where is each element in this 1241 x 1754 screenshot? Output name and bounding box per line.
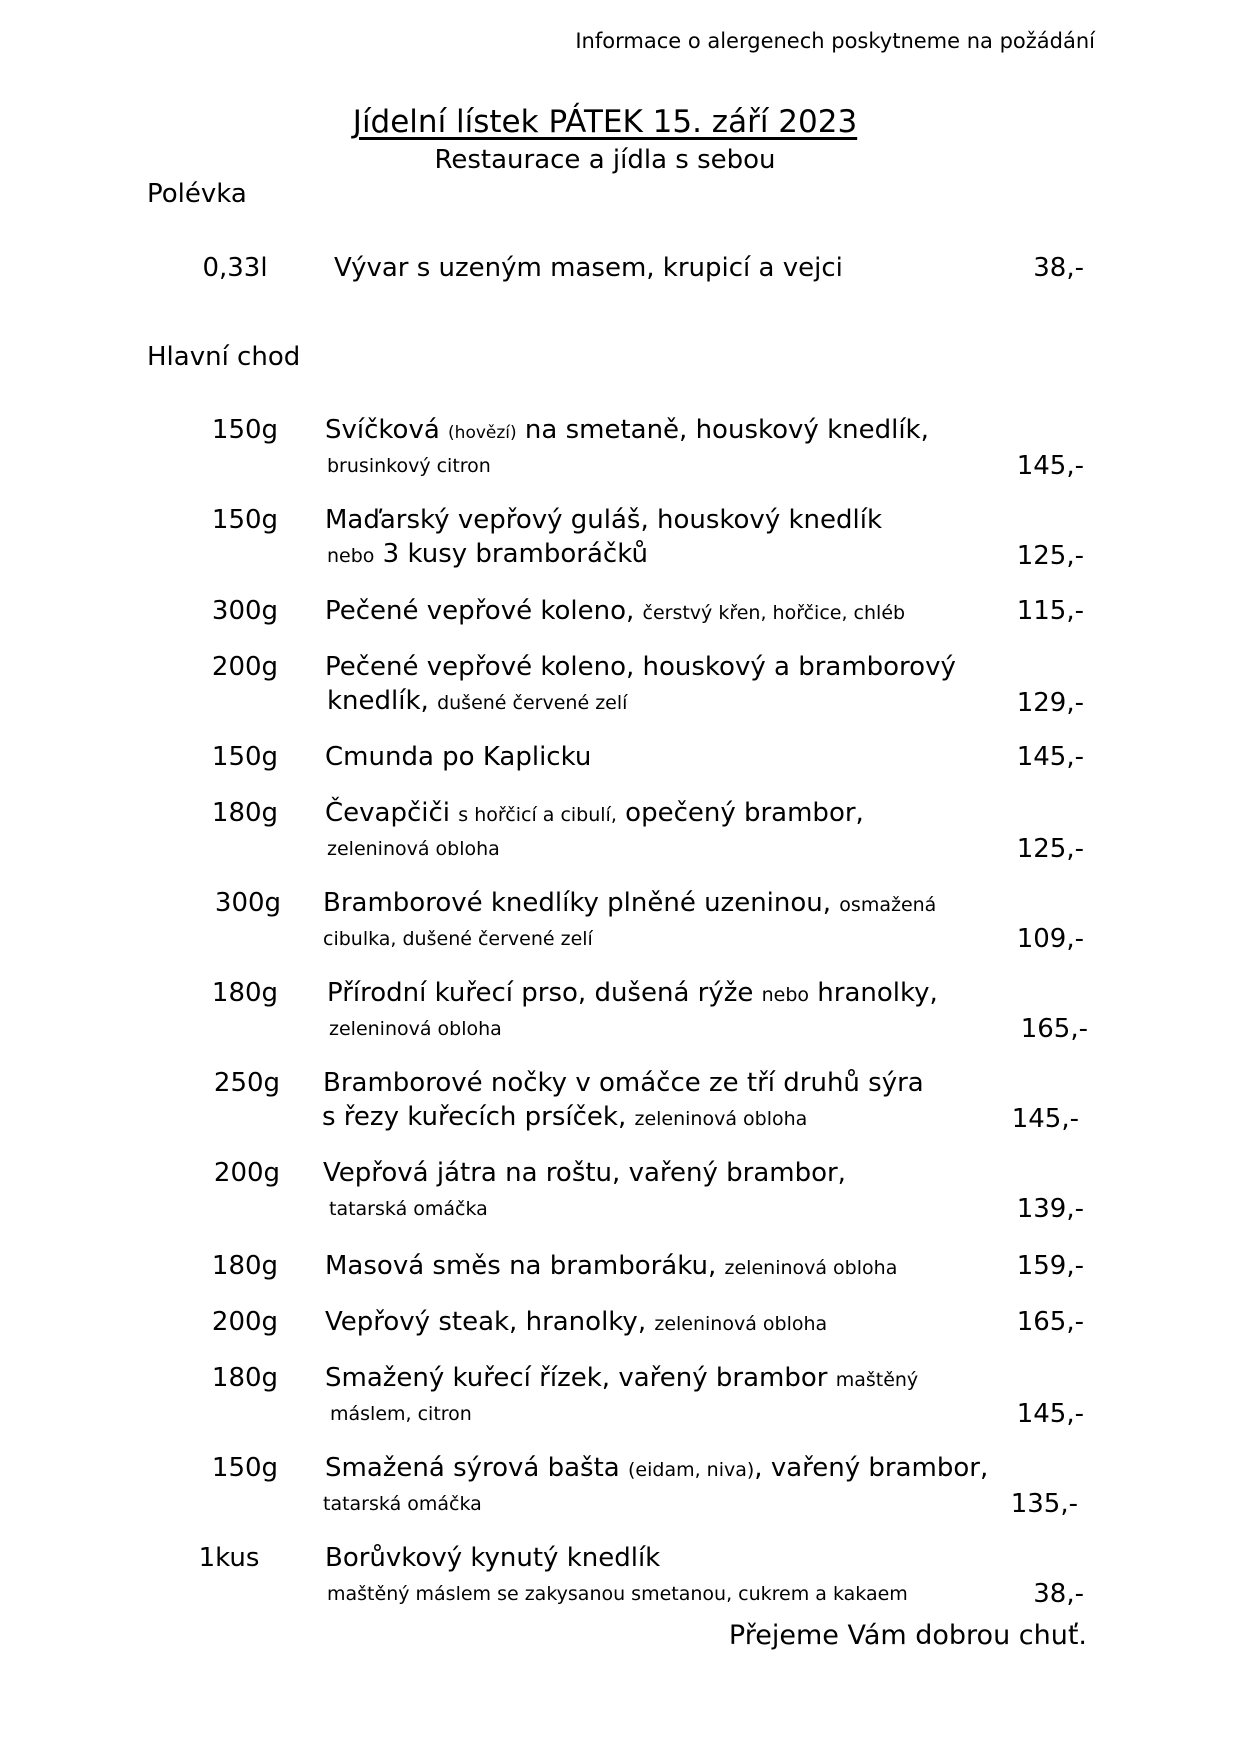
item-qty: 150g — [211, 1453, 279, 1483]
item-qty: 180g — [211, 1363, 279, 1393]
item-qty: 180g — [211, 978, 279, 1008]
item-name — [325, 415, 929, 445]
item-qty: 1kus — [198, 1543, 260, 1573]
item-qty: 300g — [214, 888, 282, 918]
item-description: tatarská omáčka — [323, 1493, 482, 1515]
item-name — [325, 798, 864, 828]
item-description — [322, 1102, 807, 1132]
name-part: knedlík, — [327, 686, 438, 716]
name-part: Svíčková — [325, 415, 449, 445]
item-description: cibulka, dušené červené zelí — [323, 928, 593, 950]
item-description — [327, 686, 627, 716]
name-part: 3 kusy bramboráčků — [374, 539, 648, 569]
item-name — [325, 1363, 918, 1393]
item-name: Vývar s uzeným masem, krupicí a vejci — [334, 253, 843, 283]
name-note: zeleninová obloha — [724, 1257, 898, 1279]
item-description — [327, 539, 648, 569]
item-description: zeleninová obloha — [329, 1018, 502, 1040]
name-part: hranolky, — [809, 978, 938, 1008]
item-name: Bramborové nočky v omáčce ze tří druhů sýra — [323, 1068, 924, 1098]
item-qty: 150g — [211, 742, 279, 772]
name-note: maštěný — [835, 1369, 919, 1391]
soup-heading: Polévka — [147, 179, 247, 209]
name-note: čerstvý křen, hořčice, chléb — [642, 602, 906, 624]
allergen-note: Informace o alergenech poskytneme na požádání — [575, 29, 1095, 53]
item-name — [325, 596, 905, 626]
item-price: 159,- — [1016, 1251, 1084, 1281]
item-name: Maďarský vepřový guláš, houskový knedlík — [325, 505, 883, 535]
item-price: 139,- — [1016, 1194, 1084, 1224]
closing-wish: Přejeme Vám dobrou chuť. — [728, 1620, 1087, 1651]
item-name — [325, 1453, 988, 1483]
name-part: Smažená sýrová bašta — [325, 1453, 628, 1483]
item-name — [325, 1307, 827, 1337]
item-qty: 0,33l — [202, 253, 268, 283]
item-price: 38,- — [1033, 253, 1084, 283]
menu-title: Jídelní lístek PÁTEK 15. září 2023 — [352, 104, 858, 140]
item-qty: 200g — [211, 652, 279, 682]
name-part: Smažený kuřecí řízek, vařený brambor — [325, 1363, 836, 1393]
item-description: brusinkový citron — [327, 455, 491, 477]
name-part: Bramborové knedlíky plněné uzeninou, — [323, 888, 840, 918]
item-qty: 150g — [211, 415, 279, 445]
item-description: maštěný máslem se zakysanou smetanou, cukrem a kakaem — [327, 1583, 908, 1605]
name-note: s hořčicí a cibulí, — [458, 804, 617, 826]
name-part: na smetaně, houskový knedlík, — [516, 415, 929, 445]
item-price: 165,- — [1016, 1307, 1084, 1337]
name-part: opečený brambor, — [616, 798, 864, 828]
item-price: 125,- — [1016, 541, 1084, 571]
name-note: zeleninová obloha — [654, 1313, 828, 1335]
item-name: Vepřová játra na roštu, vařený brambor, — [323, 1158, 846, 1188]
item-name: Pečené vepřové koleno, houskový a bramborový — [325, 652, 956, 682]
item-qty: 200g — [211, 1307, 279, 1337]
item-qty: 150g — [211, 505, 279, 535]
item-description: máslem, citron — [330, 1403, 472, 1425]
name-part: Pečené vepřové koleno, — [325, 596, 643, 626]
name-part: s řezy kuřecích prsíček, — [322, 1102, 635, 1132]
item-price: 145,- — [1016, 451, 1084, 481]
item-price: 115,- — [1016, 596, 1084, 626]
item-qty: 180g — [211, 1251, 279, 1281]
item-price: 165,- — [1020, 1014, 1088, 1044]
name-part: , vařený brambor, — [754, 1453, 989, 1483]
item-name: Cmunda po Kaplicku — [325, 742, 592, 772]
item-price: 135,- — [1010, 1489, 1078, 1519]
name-part: Přírodní kuřecí prso, dušená rýže — [327, 978, 762, 1008]
name-note: dušené červené zelí — [437, 692, 628, 714]
item-name — [323, 888, 936, 918]
item-description: zeleninová obloha — [327, 838, 500, 860]
item-price: 38,- — [1033, 1579, 1084, 1609]
item-price: 145,- — [1011, 1104, 1079, 1134]
item-price: 145,- — [1016, 1399, 1084, 1429]
name-note: nebo — [327, 545, 375, 567]
name-note: osmažená — [839, 894, 937, 916]
item-qty: 180g — [211, 798, 279, 828]
item-qty: 300g — [211, 596, 279, 626]
item-price: 129,- — [1016, 688, 1084, 718]
item-name — [327, 978, 938, 1008]
name-note: nebo — [761, 984, 810, 1006]
name-part: Vepřový steak, hranolky, — [325, 1307, 655, 1337]
menu-subtitle: Restaurace a jídla s sebou — [434, 145, 776, 175]
item-description: tatarská omáčka — [329, 1198, 488, 1220]
item-price: 109,- — [1016, 924, 1084, 954]
name-part: Čevapčiči — [325, 798, 459, 828]
item-name: Borůvkový kynutý knedlík — [325, 1543, 661, 1573]
item-price: 145,- — [1016, 742, 1084, 772]
item-qty: 250g — [213, 1068, 281, 1098]
name-note: (hovězí) — [448, 423, 517, 443]
item-qty: 200g — [213, 1158, 281, 1188]
item-name — [325, 1251, 897, 1281]
name-note: (eidam, niva) — [628, 1459, 755, 1481]
name-note: zeleninová obloha — [634, 1108, 808, 1130]
main-heading: Hlavní chod — [147, 342, 301, 372]
item-price: 125,- — [1016, 834, 1084, 864]
name-part: Masová směs na bramboráku, — [325, 1251, 725, 1281]
